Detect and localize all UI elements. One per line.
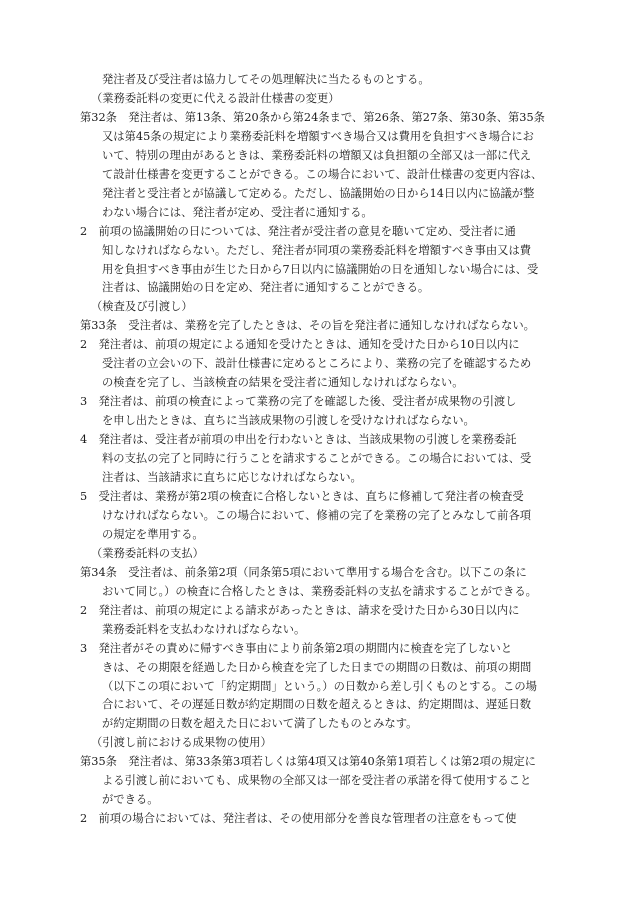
section-heading <box>80 298 560 317</box>
paragraph-source-text <box>80 829 81 830</box>
text-line: 用を負担すべき事由が生じた日から7日以内に協議開始の日を通知しない場合には、受 <box>102 262 539 276</box>
paragraph-source-text <box>80 829 81 830</box>
text-line: 4 発注者は、受注者が前項の申出を行わないときは、当該成果物の引渡しを業務委託 <box>80 433 517 447</box>
article-paragraph <box>80 109 560 223</box>
continuation-text <box>80 71 560 90</box>
clause-paragraph <box>80 336 560 393</box>
clause-number <box>80 829 81 830</box>
text-line: きは、その期限を経過した日から検査を完了した日までの期間の日数は、前項の期間 <box>102 660 532 674</box>
clause-number <box>80 829 81 830</box>
paragraph-source-text <box>80 829 81 830</box>
paragraph-source-text <box>80 829 81 830</box>
article-paragraph <box>80 317 560 336</box>
text-line: （以下この項において「約定期間」という。）の日数から差し引くものとする。この場 <box>102 679 537 693</box>
text-line: 知しなければならない。ただし、発注者が同項の業務委託料を増額すべき事由又は費 <box>102 243 532 257</box>
paragraph-source-text <box>80 829 81 830</box>
text-line: 2 発注者は、前項の規定による通知を受けたときは、通知を受けた日から10日以内に <box>80 338 520 352</box>
clause-paragraph <box>80 223 560 299</box>
text-line: の規定を準用する。 <box>102 527 204 541</box>
text-line: て設計仕様書を変更することができる。この場合において、設計仕様書の変更内容は、 <box>102 167 543 181</box>
paragraph-source-text <box>80 829 81 830</box>
text-line: を申し出たときは、直ちに当該成果物の引渡しを受けなければならない。 <box>102 414 475 428</box>
paragraph-source-text <box>80 829 81 830</box>
clause-paragraph <box>80 393 560 431</box>
paragraph-source-text <box>80 829 81 830</box>
clause-number <box>80 829 81 830</box>
paragraph-source-text <box>80 829 81 830</box>
text-line: 第33条 受注者は、業務を完了したときは、その旨を発注者に通知しなければならない。 <box>80 319 535 333</box>
text-line: おいて同じ。）の検査に合格したときは、業務委託料の支払を請求することができる。 <box>102 584 537 598</box>
clause-number <box>80 829 81 830</box>
paragraph-source-text <box>80 829 81 830</box>
clause-paragraph <box>80 431 560 488</box>
text-line: 3 発注者は、前項の検査によって業務の完了を確認した後、受注者が成果物の引渡し <box>80 395 517 409</box>
text-line: 2 前項の場合においては、発注者は、その使用部分を善良な管理者の注意をもって使 <box>80 812 517 826</box>
text-line: 受注者の立会いの下、設計仕様書に定めるところにより、業務の完了を確認するため <box>102 357 532 371</box>
text-line: 第34条 受注者は、前条第2項（同条第5項において準用する場合を含む。以下この条に <box>80 565 527 579</box>
text-line: （引渡し前における成果物の使用） <box>91 736 272 750</box>
text-line: 又は第45条の規定により業務委託料を増額すべき場合又は費用を負担すべき場合にお <box>102 129 534 143</box>
document-body <box>80 71 560 829</box>
section-heading <box>80 545 560 564</box>
text-line: 5 受注者は、業務が第2項の検査に合格しないときは、直ちに修補して発注者の検査受 <box>80 489 524 503</box>
article-paragraph <box>80 753 560 810</box>
text-line: 合において、その遅延日数が約定期間の日数を超えるときは、約定期間は、遅延日数 <box>102 698 532 712</box>
text-line: 第35条 発注者は、第33条第3項若しくは第4項又は第40条第1項若しくは第2項の規定に <box>80 755 536 769</box>
text-line: いて、特別の理由があるときは、業務委託料の増額又は負担額の全部又は一部に代え <box>102 148 532 162</box>
text-line: 発注者及び受注者は協力してその処理解決に当たるものとする。 <box>102 73 430 86</box>
paragraph-source-text <box>80 829 81 830</box>
paragraph-source-text <box>80 829 81 830</box>
paragraph-source-text <box>80 829 81 830</box>
paragraph-source-text <box>80 829 81 830</box>
text-line: 2 発注者は、前項の規定による請求があったときは、請求を受けた日から30日以内に <box>80 603 520 617</box>
clause-number <box>80 829 81 830</box>
text-line: 2 前項の協議開始の日については、発注者が受注者の意見を聴いて定め、受注者に通 <box>80 224 516 238</box>
text-line: よる引渡し前においても、成果物の全部又は一部を受注者の承諾を得て使用すること <box>102 774 532 788</box>
paragraph-source-text <box>80 829 81 830</box>
clause-number <box>80 829 81 830</box>
text-line: が約定期間の日数を超えた日において満了したものとみなす。 <box>102 717 418 731</box>
text-line: （検査及び引渡し） <box>91 300 193 314</box>
text-line: 注者は、協議開始の日を定め、発注者に通知することができる。 <box>102 281 430 295</box>
text-line: 発注者と受注者とが協議して定める。ただし、協議開始の日から14日以内に協議が整 <box>102 186 535 200</box>
text-line: 業務委託料を支払わなければならない。 <box>102 622 306 636</box>
clause-paragraph <box>80 488 560 545</box>
text-line: 第32条 発注者は、第13条、第20条から第24条まで、第26条、第27条、第30条、第35条 <box>80 110 545 124</box>
clause-number <box>80 829 81 830</box>
section-heading <box>80 734 560 753</box>
text-line: 3 発注者がその責めに帰すべき事由により前条第2項の期間内に検査を完了しないと <box>80 641 513 655</box>
clause-paragraph <box>80 602 560 640</box>
paragraph-source-text <box>80 829 81 830</box>
text-line: わない場合には、発注者が定め、受注者に通知する。 <box>102 205 373 219</box>
text-line: （業務委託料の支払） <box>91 546 204 560</box>
clause-number <box>80 829 81 830</box>
article-paragraph <box>80 564 560 602</box>
section-heading <box>80 90 560 109</box>
text-line: けなければならない。この場合において、修補の完了を業務の完了とみなして前各項 <box>102 508 532 522</box>
text-line: 料の支払の完了と同時に行うことを請求することができる。この場合においては、受 <box>102 452 532 466</box>
clause-paragraph <box>80 810 560 829</box>
text-line: （業務委託料の変更に代える設計仕様書の変更） <box>91 91 340 105</box>
text-line: 注者は、当該請求に直ちに応じなければならない。 <box>102 471 362 485</box>
text-line: の検査を完了し、当該検査の結果を受注者に通知しなければならない。 <box>102 376 464 390</box>
text-line: ができる。 <box>102 793 159 807</box>
clause-paragraph <box>80 640 560 735</box>
paragraph-source-text <box>80 829 81 830</box>
